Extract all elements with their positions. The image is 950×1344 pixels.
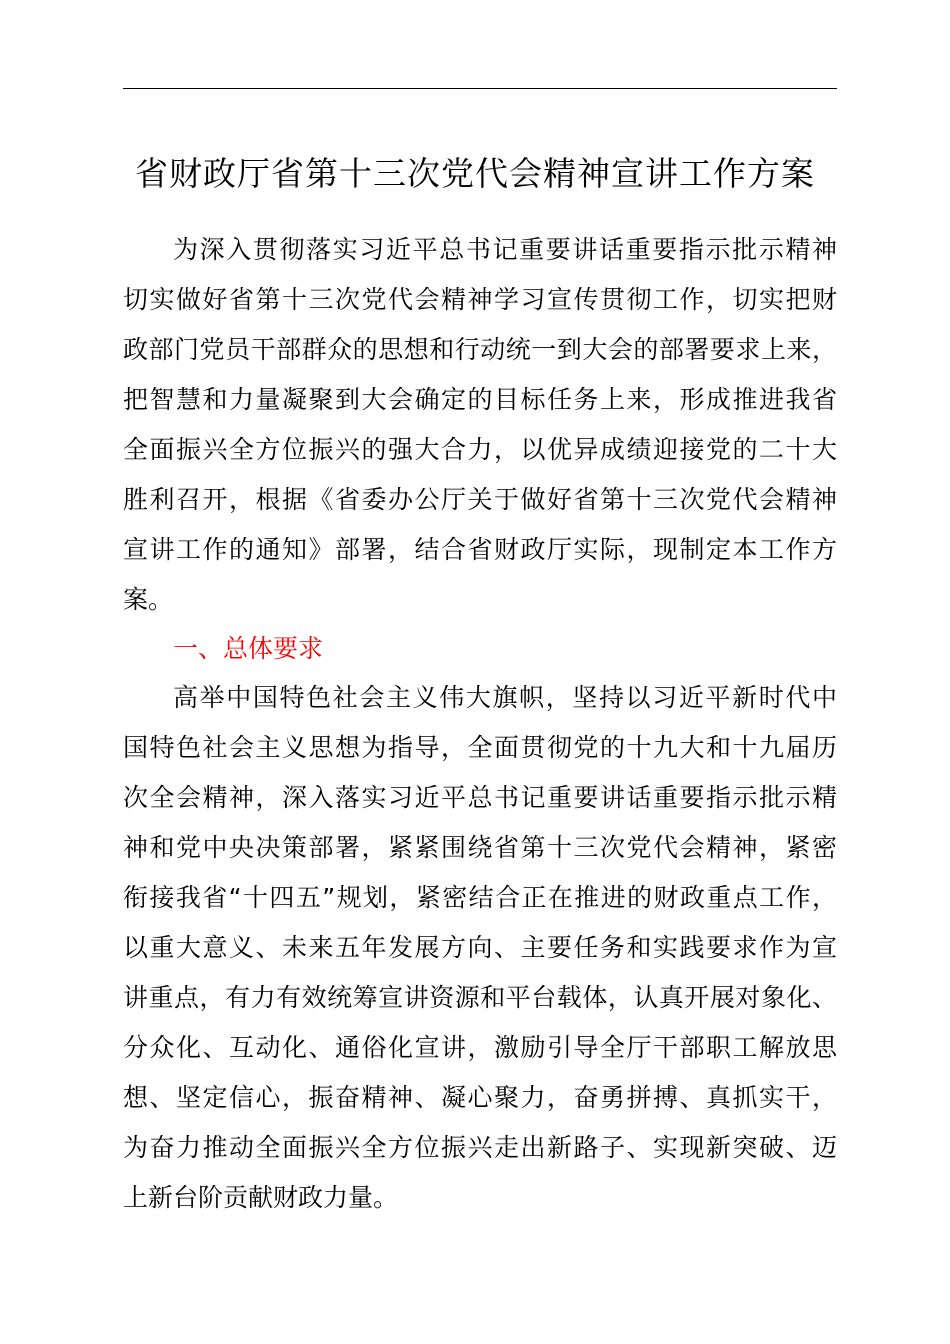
paragraph-line: 高举中国特色社会主义伟大旗帜，坚持以习近平新时代中 bbox=[173, 683, 837, 712]
paragraph-line: 神和党中央决策部署，紧紧围绕省第十三次党代会精神，紧密 bbox=[123, 833, 837, 862]
paragraph-line: 衔接我省“十四五”规划，紧密结合正在推进的财政重点工作， bbox=[123, 883, 837, 912]
paragraph-line: 宣讲工作的通知》部署，结合省财政厅实际，现制定本工作方 bbox=[123, 535, 837, 564]
paragraph-line: 胜利召开，根据《省委办公厅关于做好省第十三次党代会精神 bbox=[123, 485, 837, 514]
paragraph-line: 把智慧和力量凝聚到大会确定的目标任务上来，形成推进我省 bbox=[123, 385, 837, 414]
paragraph-line: 想、坚定信心，振奋精神、凝心聚力，奋勇拼搏、真抓实干， bbox=[123, 1083, 837, 1112]
paragraph-line: 切实做好省第十三次党代会精神学习宣传贯彻工作，切实把财 bbox=[123, 285, 837, 314]
paragraph-line: 为深入贯彻落实习近平总书记重要讲话重要指示批示精神 bbox=[173, 235, 837, 264]
paragraph-line: 政部门党员干部群众的思想和行动统一到大会的部署要求上来， bbox=[123, 335, 837, 364]
paragraph-line: 上新台阶贡献财政力量。 bbox=[123, 1183, 399, 1212]
header-rule bbox=[123, 88, 837, 89]
paragraph-line: 分众化、互动化、通俗化宣讲，激励引导全厅干部职工解放思 bbox=[123, 1033, 837, 1062]
paragraph-line: 案。 bbox=[123, 585, 174, 614]
paragraph-line: 次全会精神，深入落实习近平总书记重要讲话重要指示批示精 bbox=[123, 783, 837, 812]
paragraph-line: 为奋力推动全面振兴全方位振兴走出新路子、实现新突破、迈 bbox=[123, 1133, 837, 1162]
paragraph-line: 以重大意义、未来五年发展方向、主要任务和实践要求作为宣 bbox=[123, 933, 837, 962]
paragraph-line: 国特色社会主义思想为指导，全面贯彻党的十九大和十九届历 bbox=[123, 733, 837, 762]
document-title: 省财政厅省第十三次党代会精神宣讲工作方案 bbox=[135, 154, 815, 193]
paragraph-line: 全面振兴全方位振兴的强大合力，以优异成绩迎接党的二十大 bbox=[123, 435, 837, 464]
paragraph-line: 讲重点，有力有效统筹宣讲资源和平台载体，认真开展对象化、 bbox=[123, 983, 837, 1012]
section-heading: 一、总体要求 bbox=[173, 634, 324, 663]
